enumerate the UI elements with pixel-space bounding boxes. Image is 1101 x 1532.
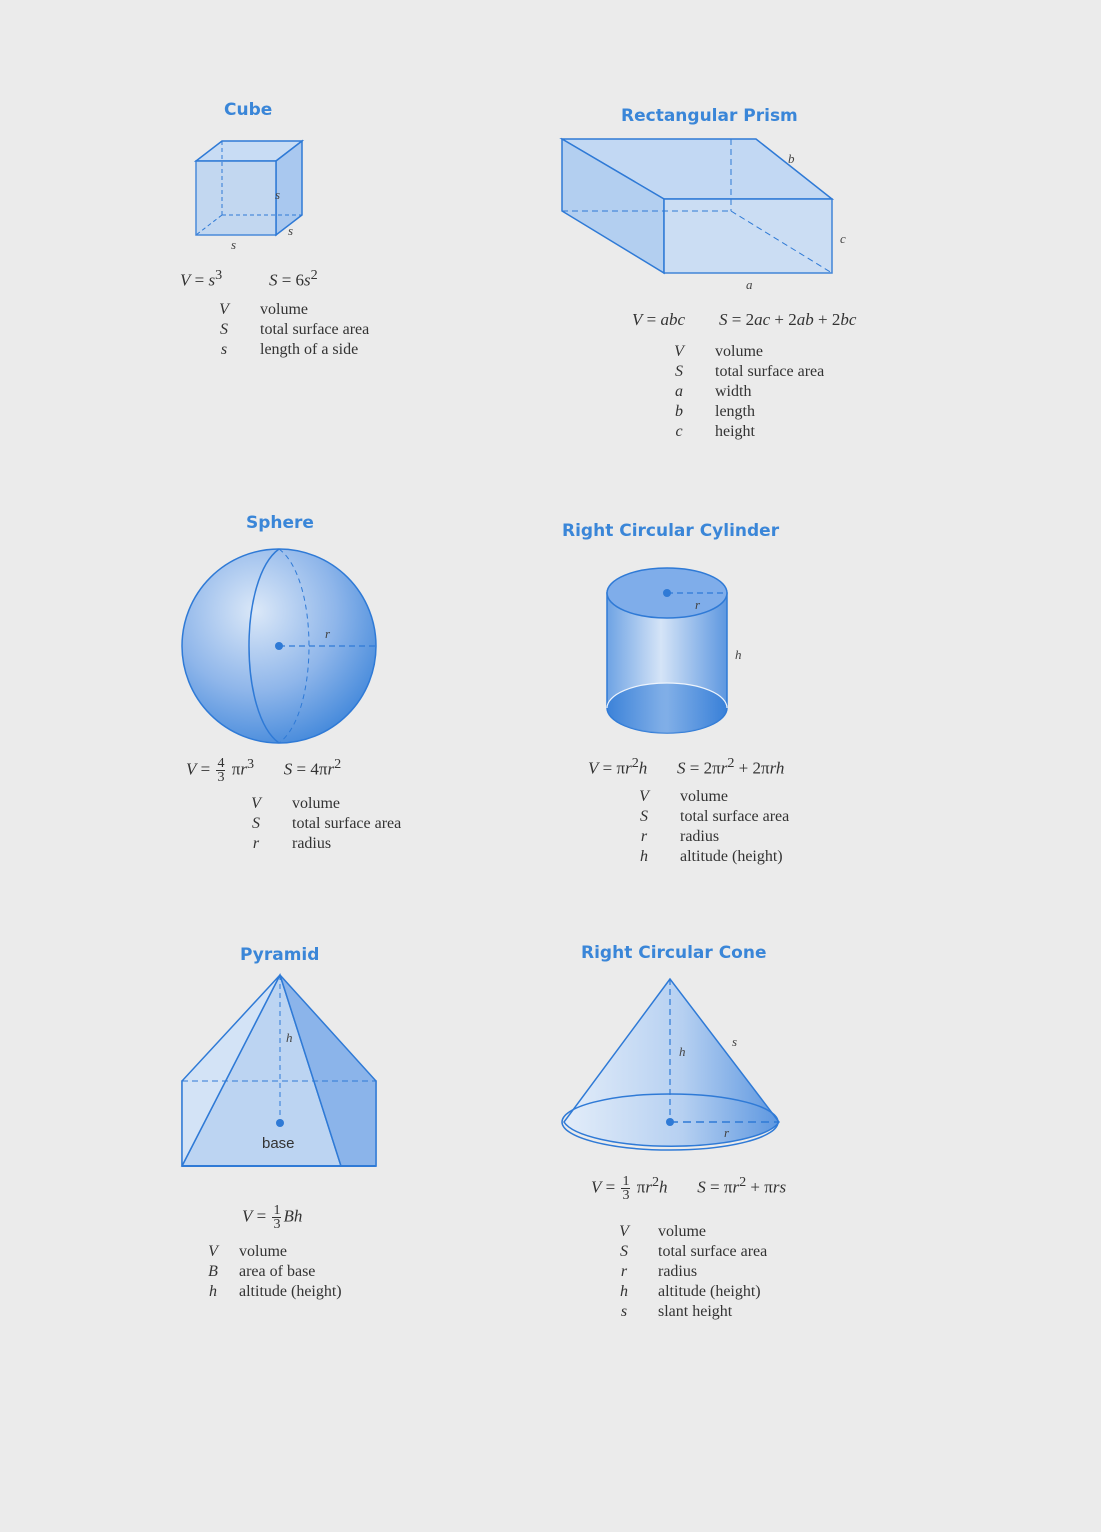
cone-label-h: h bbox=[679, 1044, 686, 1059]
legend-description: total surface area bbox=[658, 1243, 768, 1260]
legend-description: length bbox=[715, 403, 755, 420]
legend-description: volume bbox=[715, 343, 763, 360]
cylinder-title: Right Circular Cylinder bbox=[562, 521, 780, 541]
cylinder-legend bbox=[636, 787, 789, 867]
legend-symbol: S bbox=[252, 815, 260, 832]
legend-symbol: h bbox=[620, 1283, 628, 1300]
legend-description: length of a side bbox=[260, 341, 359, 358]
legend-description: height bbox=[715, 423, 755, 440]
legend-row bbox=[671, 422, 824, 442]
legend-row bbox=[616, 1222, 767, 1242]
sphere-figure bbox=[175, 548, 385, 748]
legend-row bbox=[671, 382, 824, 402]
legend-description: volume bbox=[239, 1243, 287, 1260]
legend-row bbox=[636, 847, 789, 867]
pyramid-title: Pyramid bbox=[240, 945, 320, 965]
cylinder-formulas: $V = \pi r^2h$ $S = 2\pi r^2 + 2\pi rh$ bbox=[588, 755, 785, 778]
legend-row bbox=[616, 1242, 767, 1262]
legend-description: width bbox=[715, 383, 752, 400]
legend-row bbox=[216, 340, 369, 360]
pyramid-legend bbox=[205, 1242, 342, 1302]
legend-symbol: r bbox=[252, 835, 260, 852]
legend-description: slant height bbox=[658, 1303, 733, 1320]
legend-symbol: s bbox=[220, 341, 228, 358]
fraction: $\frac{1}{3}$ bbox=[273, 1203, 281, 1232]
legend-row bbox=[248, 794, 401, 814]
cone-label-r: r bbox=[724, 1125, 730, 1140]
legend-row bbox=[248, 814, 401, 834]
sphere-formulas: V = $\frac{4}{3}$ $\pi r^3$ $S = 4\pi r^2$ bbox=[186, 756, 342, 786]
legend-row bbox=[248, 834, 401, 854]
legend-description: altitude (height) bbox=[658, 1283, 761, 1300]
cylinder-label-h: h bbox=[735, 647, 742, 662]
cube-label-height: s bbox=[275, 187, 281, 202]
legend-symbol: V bbox=[619, 1223, 629, 1240]
legend-description: volume bbox=[680, 788, 728, 805]
legend-description: total surface area bbox=[260, 321, 370, 338]
legend-row bbox=[636, 827, 789, 847]
cube-title: Cube bbox=[224, 100, 273, 120]
legend-symbol: h bbox=[209, 1283, 217, 1300]
cube-label-depth: s bbox=[288, 223, 294, 238]
legend-symbol: r bbox=[620, 1263, 628, 1280]
legend-description: altitude (height) bbox=[239, 1283, 342, 1300]
legend-description: area of base bbox=[239, 1263, 316, 1280]
cone-label-s: s bbox=[732, 1034, 738, 1049]
cone-legend bbox=[616, 1222, 767, 1322]
legend-description: volume bbox=[292, 795, 340, 812]
pyramid-figure bbox=[175, 968, 385, 1173]
legend-row bbox=[205, 1242, 342, 1262]
pyramid-label-h: h bbox=[286, 1030, 293, 1045]
legend-symbol: c bbox=[675, 423, 683, 440]
fraction: $\frac{4}{3}$ bbox=[217, 756, 225, 786]
legend-row bbox=[671, 342, 824, 362]
legend-row bbox=[636, 787, 789, 807]
cone-title: Right Circular Cone bbox=[581, 943, 767, 963]
rect-prism-label-c: c bbox=[840, 231, 846, 246]
legend-description: volume bbox=[658, 1223, 706, 1240]
rect-prism-figure bbox=[556, 135, 856, 295]
rect-prism-legend bbox=[671, 342, 824, 442]
rect-prism-label-b: b bbox=[788, 151, 795, 166]
legend-row bbox=[616, 1262, 767, 1282]
legend-row bbox=[216, 320, 369, 340]
legend-description: total surface area bbox=[715, 363, 825, 380]
legend-row bbox=[205, 1282, 342, 1302]
legend-symbol: B bbox=[208, 1263, 218, 1280]
legend-description: total surface area bbox=[292, 815, 402, 832]
legend-row bbox=[616, 1302, 767, 1322]
legend-symbol: V bbox=[251, 795, 261, 812]
legend-symbol: V bbox=[219, 301, 229, 318]
legend-description: volume bbox=[260, 301, 308, 318]
legend-symbol: S bbox=[675, 363, 683, 380]
legend-row bbox=[671, 362, 824, 382]
cone-figure bbox=[556, 972, 796, 1157]
pyramid-formulas: V = $\frac{1}{3}$ Bh bbox=[242, 1203, 303, 1232]
legend-description: radius bbox=[292, 835, 332, 852]
rect-prism-title: Rectangular Prism bbox=[621, 106, 798, 126]
legend-row bbox=[205, 1262, 342, 1282]
legend-symbol: s bbox=[620, 1303, 628, 1320]
fraction: $\frac{1}{3}$ bbox=[622, 1174, 630, 1204]
cube-formulas: $V = s^3$ $S = 6s^2$ bbox=[180, 267, 318, 290]
sphere-legend bbox=[248, 794, 401, 854]
legend-symbol: V bbox=[639, 788, 649, 805]
sphere-title: Sphere bbox=[246, 513, 314, 533]
legend-row bbox=[616, 1282, 767, 1302]
legend-description: total surface area bbox=[680, 808, 790, 825]
rect-prism-label-a: a bbox=[746, 277, 753, 292]
legend-row bbox=[216, 300, 369, 320]
legend-symbol: h bbox=[640, 848, 648, 865]
cube-label-width: s bbox=[231, 237, 237, 252]
legend-row bbox=[671, 402, 824, 422]
cylinder-figure bbox=[600, 560, 760, 750]
legend-symbol: S bbox=[220, 321, 228, 338]
legend-symbol: S bbox=[640, 808, 648, 825]
legend-description: radius bbox=[658, 1263, 698, 1280]
legend-symbol: V bbox=[208, 1243, 218, 1260]
legend-row bbox=[636, 807, 789, 827]
pyramid-label-base: base bbox=[262, 1135, 295, 1152]
rect-prism-formulas: V = abc S = 2ac + 2ab + 2bc bbox=[632, 310, 857, 329]
cylinder-label-r: r bbox=[695, 597, 701, 612]
legend-description: altitude (height) bbox=[680, 848, 783, 865]
legend-symbol: V bbox=[674, 343, 684, 360]
cube-figure bbox=[180, 135, 320, 255]
legend-symbol: b bbox=[675, 403, 683, 420]
legend-symbol: S bbox=[620, 1243, 628, 1260]
cube-legend bbox=[216, 300, 369, 360]
legend-description: radius bbox=[680, 828, 720, 845]
legend-symbol: r bbox=[640, 828, 648, 845]
sphere-label-r: r bbox=[325, 626, 331, 641]
cone-formulas: V = $\frac{1}{3}$ $\pi r^2h$ $S = \pi r^2 + \pi rs$ bbox=[591, 1174, 787, 1204]
legend-symbol: a bbox=[675, 383, 683, 400]
